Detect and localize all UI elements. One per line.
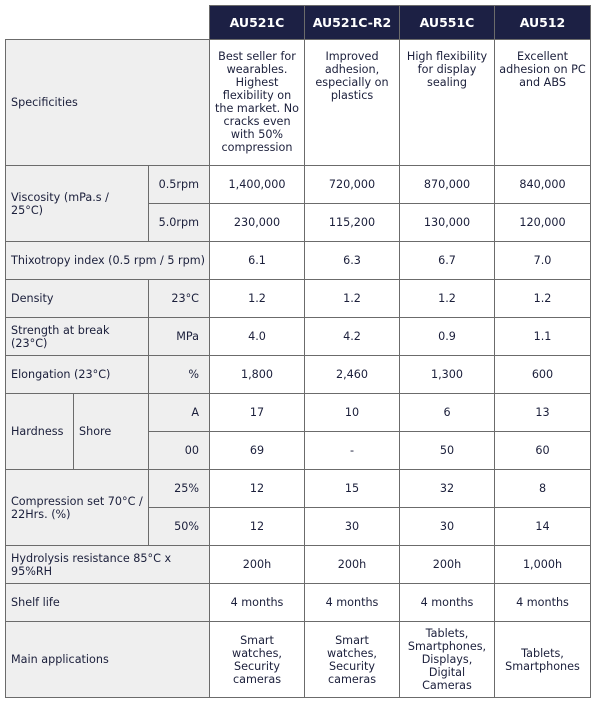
table-cell: 14 [495,508,591,546]
product-spec-table [5,5,591,698]
unit-label: % [149,356,210,394]
scale-label: 00 [149,432,210,470]
table-cell: 12 [210,508,305,546]
table-cell: Smart watches, Security cameras [305,622,400,698]
row-label: Shelf life [6,584,210,622]
table-cell: 1.2 [210,280,305,318]
table-cell: 0.9 [400,318,495,356]
product-header: AU521C [210,6,305,40]
table-cell: 10 [305,394,400,432]
table-cell: Tablets, Smartphones, Displays, Digital Cameras [400,622,495,698]
table-cell: 15 [305,470,400,508]
thixotropy-row [6,242,591,280]
row-label: Hardness [6,394,74,470]
density-row [6,280,591,318]
table-cell: 4.2 [305,318,400,356]
table-cell: Best seller for wearables. Highest flexibility on the market. No cracks even with 50% compression [210,40,305,166]
table-cell: 720,000 [305,166,400,204]
condition-label: 5.0rpm [149,204,210,242]
table-cell: 1,800 [210,356,305,394]
row-label: Strength at break (23°C) [6,318,149,356]
table-cell: 13 [495,394,591,432]
shelf-life-row [6,584,591,622]
viscosity-row [6,166,591,204]
table-cell: 6.1 [210,242,305,280]
row-label: Thixotropy index (0.5 rpm / 5 rpm) [6,242,210,280]
table-cell: 17 [210,394,305,432]
hardness-row [6,394,591,432]
table-cell: 840,000 [495,166,591,204]
table-cell: 8 [495,470,591,508]
ratio-label: 50% [149,508,210,546]
hydrolysis-row [6,546,591,584]
row-label: Main applications [6,622,210,698]
table-cell: 2,460 [305,356,400,394]
table-cell: 69 [210,432,305,470]
row-label: Compression set 70°C / 22Hrs. (%) [6,470,149,546]
table-cell: 12 [210,470,305,508]
row-label: Elongation (23°C) [6,356,149,394]
table-cell: 200h [305,546,400,584]
table-cell: 1.2 [400,280,495,318]
table-cell: 120,000 [495,204,591,242]
table-cell: 7.0 [495,242,591,280]
table-cell: 1.1 [495,318,591,356]
table-cell: 230,000 [210,204,305,242]
unit-label: MPa [149,318,210,356]
table-cell: Smart watches, Security cameras [210,622,305,698]
applications-row [6,622,591,698]
table-cell: 60 [495,432,591,470]
table-cell: 600 [495,356,591,394]
table-cell: 30 [400,508,495,546]
table-cell: 4 months [495,584,591,622]
table-cell: 6.7 [400,242,495,280]
table-cell: 32 [400,470,495,508]
table-cell: 1.2 [305,280,400,318]
strength-row [6,318,591,356]
table-cell: 50 [400,432,495,470]
scale-label: A [149,394,210,432]
table-cell: 115,200 [305,204,400,242]
table-cell: Excellent adhesion on PC and ABS [495,40,591,166]
table-cell: 1,000h [495,546,591,584]
condition-label: 0.5rpm [149,166,210,204]
header-blank-cell [6,6,210,40]
row-label: Hydrolysis resistance 85°C x 95%RH [6,546,210,584]
row-label: Specificities [6,40,210,166]
row-sublabel: Shore [74,394,149,470]
row-label: Viscosity (mPa.s / 25°C) [6,166,149,242]
unit-label: 23°C [149,280,210,318]
table-cell: 4 months [400,584,495,622]
product-header: AU521C-R2 [305,6,400,40]
table-cell: 200h [210,546,305,584]
compression-row [6,470,591,508]
table-cell: 6.3 [305,242,400,280]
table-cell: 1,400,000 [210,166,305,204]
product-header: AU551C [400,6,495,40]
elongation-row [6,356,591,394]
ratio-label: 25% [149,470,210,508]
table-cell: 870,000 [400,166,495,204]
table-cell: 200h [400,546,495,584]
table-cell: Improved adhesion, especially on plastics [305,40,400,166]
product-header: AU512 [495,6,591,40]
table-cell: 6 [400,394,495,432]
row-label: Density [6,280,149,318]
table-cell: 1.2 [495,280,591,318]
table-cell: Tablets, Smartphones [495,622,591,698]
table-cell: 4.0 [210,318,305,356]
table-cell: 30 [305,508,400,546]
spec-table-wrapper [5,5,590,698]
table-cell: 130,000 [400,204,495,242]
table-cell: 4 months [305,584,400,622]
table-cell: 1,300 [400,356,495,394]
header-row [6,6,591,40]
specificities-row [6,40,591,166]
table-cell: - [305,432,400,470]
table-cell: 4 months [210,584,305,622]
table-cell: High flexibility for display sealing [400,40,495,166]
